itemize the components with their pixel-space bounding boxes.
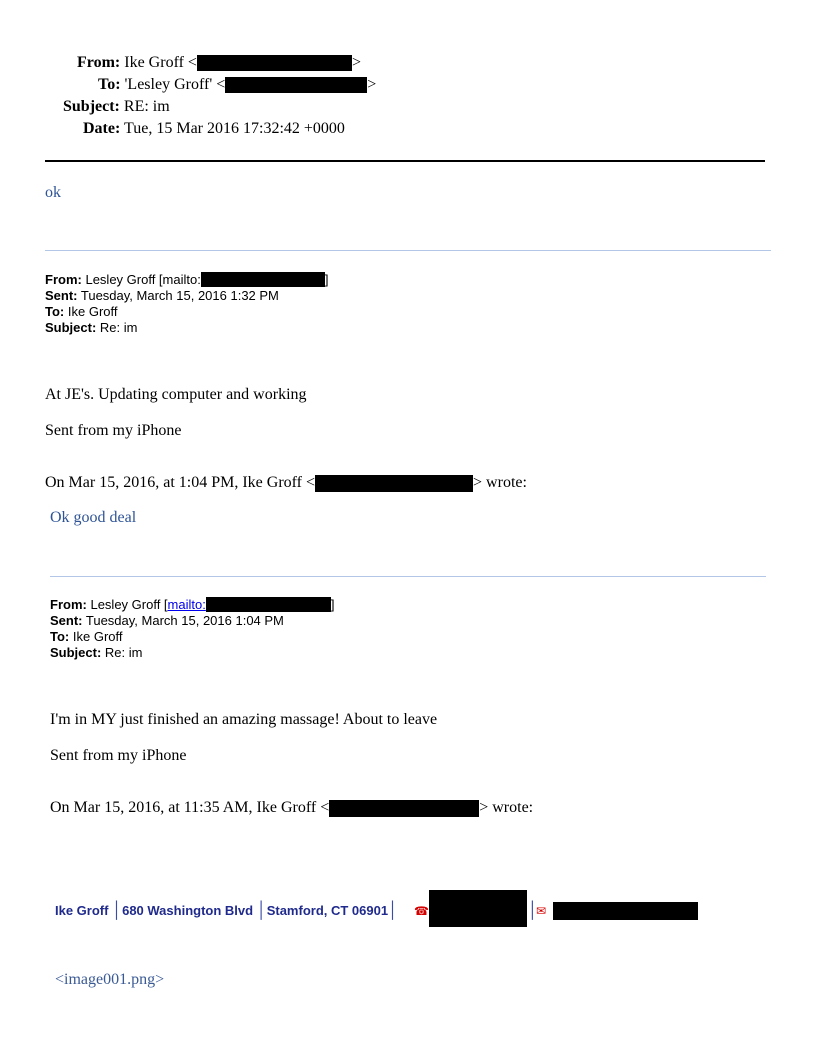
msg1-header: [45, 272, 328, 336]
msg2-sent-label: Sent:: [50, 613, 83, 628]
redacted-email: [206, 597, 331, 612]
msg2-to-row: [50, 629, 334, 645]
header-divider: [45, 160, 765, 162]
msg2-sent-value: Tuesday, March 15, 2016 1:04 PM: [85, 613, 284, 628]
msg2-sent-row: [50, 613, 334, 629]
signature-name: Ike Groff: [55, 903, 109, 918]
msg2-body-line1: I'm in MY just finished an amazing massage! About to leave: [50, 711, 438, 728]
signature-address: 680 Washington Blvd: [122, 903, 254, 918]
msg2-to-label: To:: [50, 629, 70, 644]
msg1-subject-label: Subject:: [45, 320, 97, 335]
redacted-phone: [429, 890, 527, 927]
msg1-to-value: Ike Groff: [67, 304, 118, 319]
mailto-link[interactable]: mailto:: [167, 597, 206, 612]
nested-reply-body: Ok good deal: [50, 509, 137, 526]
msg1-to-row: [45, 304, 328, 320]
msg2-header: [50, 597, 334, 661]
message-divider: [45, 250, 771, 251]
msg2-to-value: Ike Groff: [72, 629, 123, 644]
header-subject-row: [63, 98, 170, 116]
msg1-sent-value: Tuesday, March 15, 2016 1:32 PM: [80, 288, 279, 303]
message-divider: [50, 576, 766, 577]
msg1-from-row: [45, 272, 328, 288]
msg2-from-close: ]: [330, 597, 335, 612]
header-subject-value: RE: im: [123, 98, 170, 115]
msg1-quote-prefix: On Mar 15, 2016, at 1:04 PM, Ike Groff <: [45, 474, 316, 491]
redacted-email: [553, 902, 698, 920]
msg1-from-close: ]: [324, 272, 329, 287]
header-date-row: [83, 120, 345, 138]
envelope-icon: ✉: [536, 904, 547, 918]
redacted-email: [315, 475, 473, 492]
msg1-quote-suffix: > wrote:: [473, 474, 527, 491]
redacted-email: [329, 800, 479, 817]
msg2-from-value: Lesley Groff [: [90, 597, 168, 612]
phone-icon: ☎: [414, 904, 429, 918]
msg1-body-line2: Sent from my iPhone: [45, 422, 182, 439]
redacted-email: [201, 272, 325, 287]
msg2-quote-line: [50, 799, 533, 817]
attachment-placeholder: <image001.png>: [55, 971, 165, 988]
redacted-email: [197, 55, 352, 71]
signature-city: Stamford, CT 06901: [266, 903, 389, 918]
header-from-close: >: [351, 54, 361, 71]
msg2-from-row: [50, 597, 334, 613]
separator: │: [256, 902, 267, 919]
msg2-from-label: From:: [50, 597, 87, 612]
separator: │: [388, 902, 399, 919]
header-date-label: Date:: [83, 120, 121, 137]
redacted-email: [225, 77, 367, 93]
msg2-quote-prefix: On Mar 15, 2016, at 11:35 AM, Ike Groff <: [50, 799, 330, 816]
msg2-subject-value: Re: im: [104, 645, 143, 660]
header-to-label: To:: [98, 76, 121, 93]
msg2-subject-row: [50, 645, 334, 661]
header-from-label: From:: [77, 54, 121, 71]
msg1-from-value: Lesley Groff [mailto:: [85, 272, 201, 287]
signature-line: [55, 902, 398, 920]
header-date-value: Tue, 15 Mar 2016 17:32:42 +0000: [124, 120, 345, 137]
header-from-name: Ike Groff <: [124, 54, 197, 71]
msg1-subject-value: Re: im: [99, 320, 138, 335]
header-to-row: [98, 76, 376, 94]
msg1-subject-row: [45, 320, 328, 336]
msg2-quote-suffix: > wrote:: [479, 799, 534, 816]
msg1-sent-row: [45, 288, 328, 304]
msg2-body-line2: Sent from my iPhone: [50, 747, 187, 764]
separator: │: [528, 902, 538, 919]
header-to-name: 'Lesley Groff' <: [124, 76, 226, 93]
header-to-close: >: [367, 76, 377, 93]
reply-body: ok: [45, 184, 61, 201]
msg1-body-line1: At JE's. Updating computer and working: [45, 386, 307, 403]
header-subject-label: Subject:: [63, 98, 120, 115]
separator: │: [112, 902, 123, 919]
header-from-row: [77, 54, 361, 72]
msg1-sent-label: Sent:: [45, 288, 78, 303]
msg1-to-label: To:: [45, 304, 65, 319]
msg1-quote-line: [45, 474, 527, 492]
msg2-subject-label: Subject:: [50, 645, 102, 660]
msg1-from-label: From:: [45, 272, 82, 287]
